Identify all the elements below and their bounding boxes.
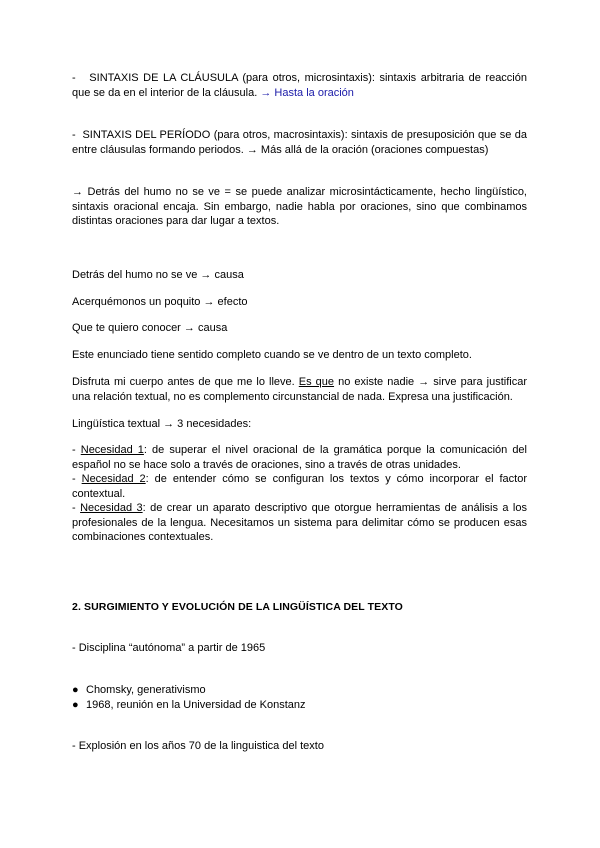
bullet-list [72, 683, 527, 712]
example-humo: Detrás del humo no se ve → causa [72, 269, 244, 281]
dash-marker: - [72, 473, 76, 485]
necesidad-label: Necesidad 1 [80, 444, 144, 456]
humo-paragraph: → Detrás del humo no se ve = se puede analizar microsintácticamente, hecho lingüístico, sintaxis oracional encaja. Sin embargo, nadie habla por oraciones, sino que combinamos distintas oraciones para dar lugar a textos. [72, 186, 527, 227]
disciplina-autonoma-item: - Disciplina “autónoma” a partir de 1965 [72, 642, 266, 654]
bullet-item-konstanz [72, 698, 527, 713]
necesidad-label: Necesidad 3 [80, 502, 143, 514]
dash-marker: - [72, 444, 76, 456]
sintaxis-clausula-text: (para otros, microsintaxis): sintaxis arbitraria de reacción que se da en el interior de la cláusula. [72, 72, 527, 99]
bullet-dot-icon: ● [72, 684, 79, 696]
es-que-underlined: Es que [298, 376, 335, 388]
necesidades-list [72, 443, 527, 545]
bullet-text: Chomsky, generativismo [86, 684, 206, 696]
necesidad-item-1 [72, 443, 527, 472]
sintaxis-periodo-paragraph [72, 128, 527, 157]
dash-marker: - [72, 129, 76, 141]
example-quiero-conocer: Que te quiero conocer → causa [72, 322, 228, 334]
disfruta-after: no existe nadie → sirve para justificar una relación textual, no es complemento circunstancial de nada. Expresa una justificación. [72, 376, 528, 403]
example-enunciado: Este enunciado tiene sentido completo cuando se ve dentro de un texto completo. [72, 349, 472, 361]
disfruta-before: Disfruta mi cuerpo antes de que me lo lleve. [72, 376, 295, 388]
sintaxis-periodo-text: (para otros, macrosintaxis): sintaxis de presuposición que se da entre cláusulas formando periodos. → Más allá de la oración (oraciones compuestas) [72, 129, 527, 156]
sintaxis-clausula-paragraph [72, 71, 527, 100]
necesidad-text: : de superar el nivel oracional de la gramática porque la comunicación del español no se hace solo a través de oraciones, sino a través de otras unidades. [72, 444, 527, 471]
bullet-text: 1968, reunión en la Universidad de Konstanz [86, 698, 306, 711]
necesidad-label: Necesidad 2 [81, 473, 146, 485]
hasta-la-oracion-link[interactable]: → Hasta la oración [260, 86, 354, 99]
necesidad-item-3 [72, 501, 527, 545]
disfruta-paragraph [72, 375, 527, 404]
dash-marker: - [72, 502, 76, 514]
necesidad-text: : de entender cómo se configuran los textos y cómo incorporar el factor contextual. [72, 473, 527, 500]
bullet-dot-icon: ● [72, 698, 79, 711]
necesidades-intro: Lingüística textual → 3 necesidades: [72, 418, 252, 430]
necesidad-item-2 [72, 472, 527, 501]
bullet-item-chomsky [72, 683, 527, 698]
explosion-anos-70-item: - Explosión en los años 70 de la linguistica del texto [72, 740, 324, 752]
example-acerquemonos: Acerquémonos un poquito → efecto [72, 296, 248, 308]
sintaxis-periodo-term: SINTAXIS DEL PERÍODO [82, 129, 211, 141]
section-2-heading: 2. SURGIMIENTO Y EVOLUCIÓN DE LA LINGÜÍSTICA DEL TEXTO [72, 601, 403, 613]
sintaxis-clausula-term: SINTAXIS DE LA CLÁUSULA [89, 72, 238, 84]
dash-marker: - [72, 72, 76, 84]
necesidad-text: : de crear un aparato descriptivo que otorgue herramientas de análisis a los profesionales de la lengua. Necesitamos un sistema para delimitar cómo se producen esas combinaciones contextuales. [72, 502, 527, 543]
